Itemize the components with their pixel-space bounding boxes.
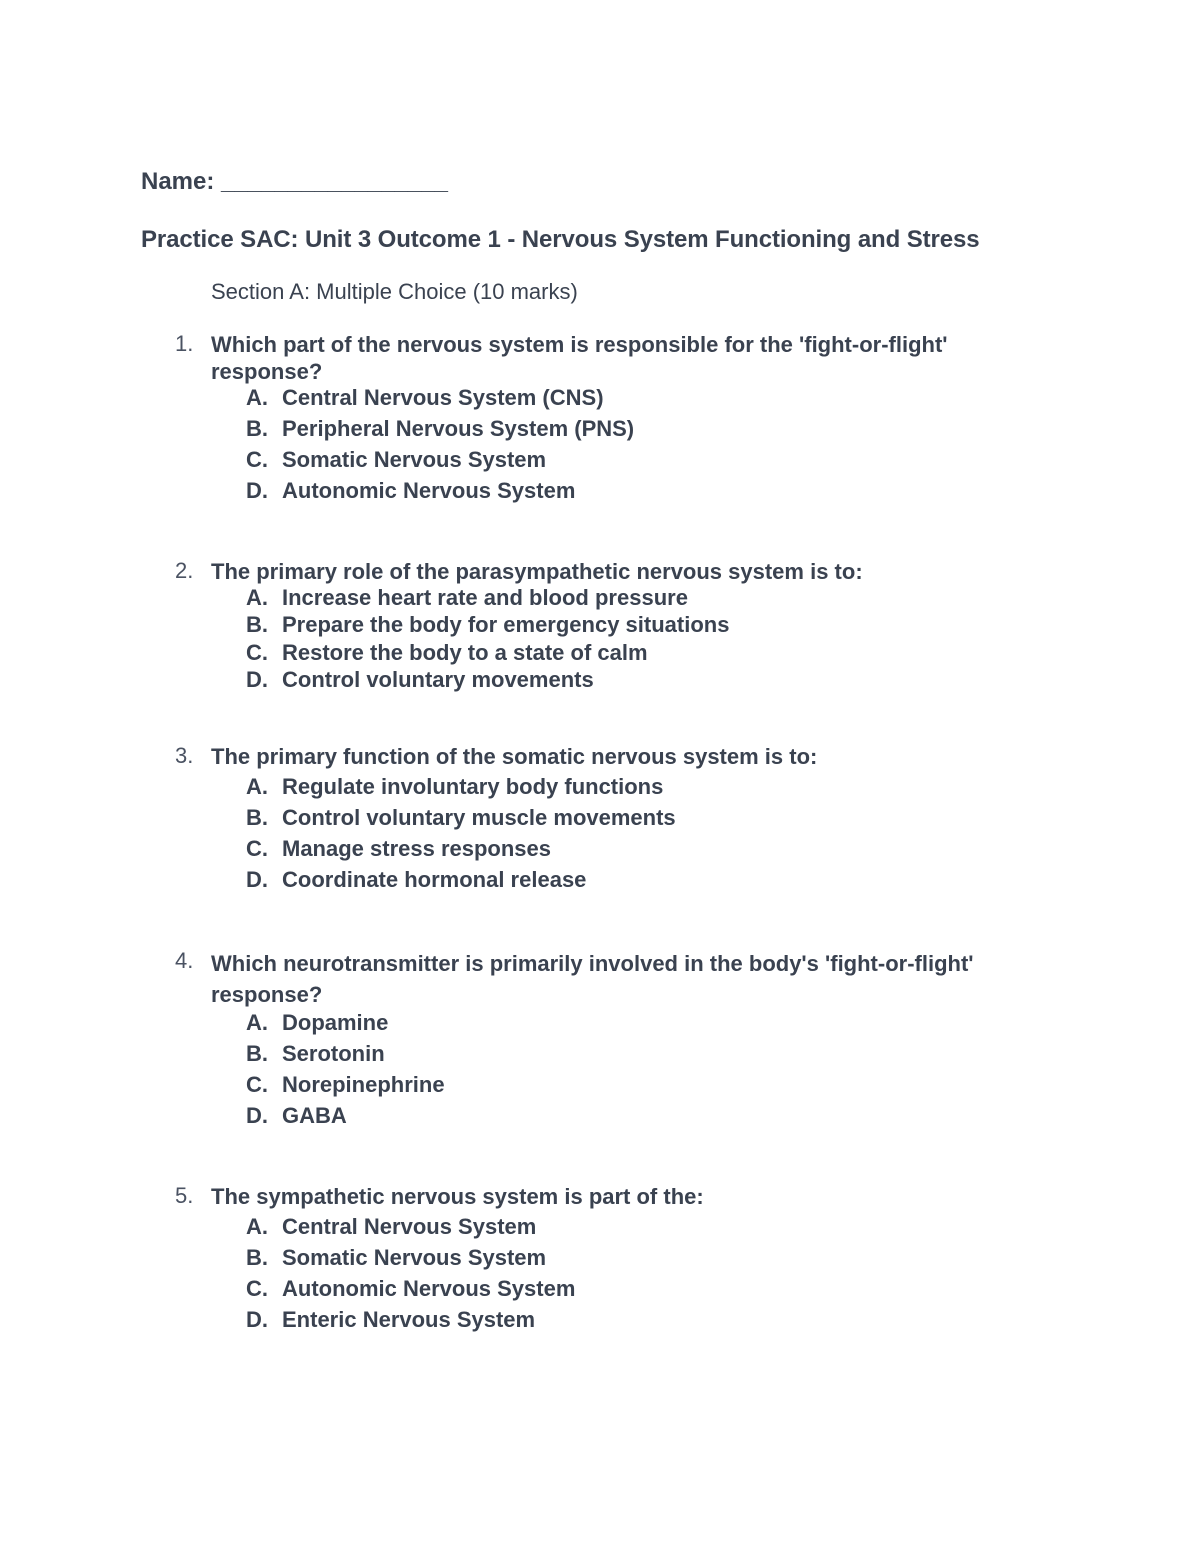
answer-option	[246, 478, 575, 504]
option-letter: A.	[246, 1214, 268, 1239]
answer-option	[246, 667, 594, 693]
answer-option	[246, 1072, 445, 1098]
option-letter: B.	[246, 612, 268, 637]
answer-option	[246, 1214, 536, 1240]
answer-option	[246, 1041, 385, 1067]
option-text: Central Nervous System (CNS)	[282, 385, 604, 410]
question-text: The sympathetic nervous system is part of the:	[211, 1184, 704, 1209]
option-text: Norepinephrine	[282, 1072, 445, 1097]
question-text: The primary role of the parasympathetic nervous system is to:	[211, 559, 863, 584]
option-text: Increase heart rate and blood pressure	[282, 585, 688, 610]
option-letter: D.	[246, 478, 268, 503]
option-text: Restore the body to a state of calm	[282, 640, 648, 665]
answer-option	[246, 836, 551, 862]
question-number: 4.	[175, 948, 194, 973]
question-text: Which part of the nervous system is responsible for the 'fight-or-flight' response?	[211, 332, 948, 384]
question-number: 2.	[175, 558, 194, 583]
option-letter: B.	[246, 416, 268, 441]
answer-option	[246, 1103, 347, 1129]
option-letter: A.	[246, 585, 268, 610]
answer-option	[246, 805, 676, 831]
option-text: Autonomic Nervous System	[282, 1276, 576, 1301]
option-letter: C.	[246, 1276, 268, 1301]
option-text: Central Nervous System	[282, 1214, 537, 1239]
question-text: The primary function of the somatic nervous system is to:	[211, 744, 818, 769]
option-text: Autonomic Nervous System	[282, 478, 576, 503]
option-text: Control voluntary movements	[282, 667, 594, 692]
option-text: Control voluntary muscle movements	[282, 805, 676, 830]
option-letter: B.	[246, 805, 268, 830]
option-letter: C.	[246, 640, 268, 665]
answer-option	[246, 585, 688, 611]
option-text: GABA	[282, 1103, 347, 1128]
answer-option	[246, 416, 634, 442]
option-text: Serotonin	[282, 1041, 385, 1066]
option-text: Coordinate hormonal release	[282, 867, 587, 892]
option-letter: C.	[246, 836, 268, 861]
option-letter: D.	[246, 1307, 268, 1332]
question-text: Which neurotransmitter is primarily involved in the body's 'fight-or-flight' response?	[211, 951, 974, 1007]
option-text: Prepare the body for emergency situations	[282, 612, 730, 637]
answer-option	[246, 1307, 535, 1333]
section-heading: Section A: Multiple Choice (10 marks)	[211, 279, 578, 304]
option-letter: D.	[246, 1103, 268, 1128]
answer-option	[246, 447, 546, 473]
option-text: Somatic Nervous System	[282, 1245, 547, 1270]
option-letter: A.	[246, 385, 268, 410]
option-text: Dopamine	[282, 1010, 389, 1035]
question-number: 3.	[175, 743, 194, 768]
option-letter: D.	[246, 667, 268, 692]
option-letter: C.	[246, 447, 268, 472]
answer-option	[246, 1245, 546, 1271]
answer-option	[246, 385, 604, 411]
answer-option	[246, 1010, 388, 1036]
option-letter: A.	[246, 1010, 268, 1035]
option-letter: C.	[246, 1072, 268, 1097]
answer-option	[246, 867, 586, 893]
option-letter: D.	[246, 867, 268, 892]
option-letter: A.	[246, 774, 268, 799]
option-text: Regulate involuntary body functions	[282, 774, 664, 799]
option-letter: B.	[246, 1041, 268, 1066]
document-title: Practice SAC: Unit 3 Outcome 1 - Nervous System Functioning and Stress	[141, 226, 980, 253]
question-number: 1.	[175, 331, 194, 356]
answer-option	[246, 774, 663, 800]
answer-option	[246, 612, 729, 638]
option-text: Somatic Nervous System	[282, 447, 547, 472]
name-field-label: Name: _________________	[141, 168, 448, 195]
answer-option	[246, 1276, 575, 1302]
option-letter: B.	[246, 1245, 268, 1270]
option-text: Manage stress responses	[282, 836, 552, 861]
answer-option	[246, 640, 648, 666]
option-text: Enteric Nervous System	[282, 1307, 536, 1332]
option-text: Peripheral Nervous System (PNS)	[282, 416, 635, 441]
question-number: 5.	[175, 1183, 194, 1208]
